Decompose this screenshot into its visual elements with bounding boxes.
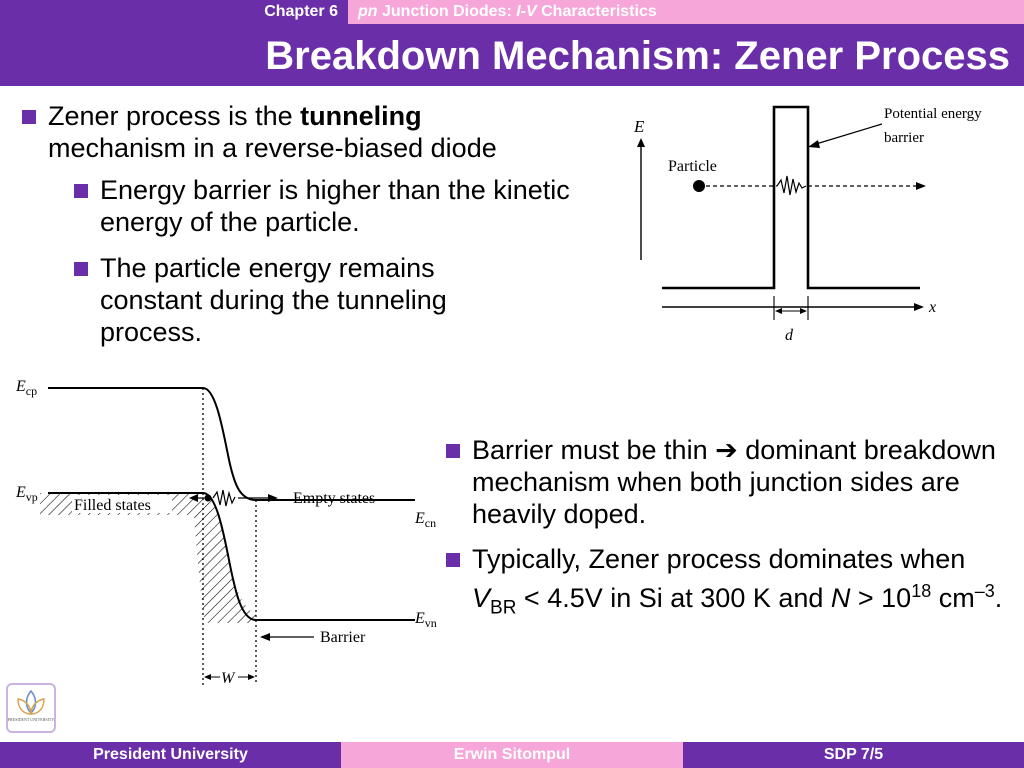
tunneling-wave bbox=[213, 490, 235, 506]
b2-post: dominant breakdown mechanism when both junction sides are heavily doped. bbox=[472, 435, 996, 529]
bullet-zener-dominates bbox=[446, 543, 1016, 624]
footer-page: SDP 7/5 bbox=[683, 742, 1024, 768]
chapter-topic bbox=[348, 0, 1024, 24]
bullet-square bbox=[22, 110, 36, 124]
chapter-label: Chapter 6 bbox=[0, 0, 348, 24]
particle-label: Particle bbox=[668, 158, 717, 175]
footer-author: Erwin Sitompul bbox=[341, 742, 683, 768]
b3-pre: Typically, Zener process dominates when bbox=[472, 544, 966, 574]
barrier-pointer bbox=[816, 124, 882, 144]
barrier-shape bbox=[662, 107, 920, 288]
slide-title: Breakdown Mechanism: Zener Process bbox=[265, 34, 1010, 78]
tunneling-barrier-figure bbox=[620, 100, 1020, 350]
b2-pre: Barrier must be thin bbox=[472, 435, 716, 465]
footer-bar bbox=[0, 742, 1024, 768]
header-bar bbox=[0, 0, 1024, 24]
bullet-energy-barrier bbox=[74, 174, 604, 238]
b3-mid: < 4.5V in Si at 300 K and bbox=[516, 583, 831, 613]
b1a-text: Energy barrier is higher than the kinetic energy of the particle. bbox=[100, 175, 570, 237]
x-axis-label: x bbox=[929, 299, 937, 316]
w-arrow-right bbox=[248, 674, 255, 680]
empty-states-label: Empty states bbox=[293, 490, 376, 507]
barrier-arrowhead bbox=[260, 633, 270, 641]
topic-mid: Junction Diodes: bbox=[377, 3, 517, 20]
b3-n: N bbox=[830, 583, 851, 613]
conduction-band bbox=[48, 388, 415, 500]
x-axis-arrowhead bbox=[914, 303, 924, 311]
b1-pre: Zener process is the bbox=[48, 101, 301, 131]
evp-label: $E_{vp}$ bbox=[16, 484, 38, 504]
logo-emblem-icon bbox=[8, 685, 54, 731]
b3-v: V bbox=[472, 583, 491, 613]
b1b-text: The particle energy remains constant during the tunneling process. bbox=[100, 253, 447, 347]
b3-end: . bbox=[994, 583, 1003, 613]
b1-post: mechanism in a reverse-biased diode bbox=[48, 133, 497, 163]
particle-dot bbox=[693, 180, 705, 192]
arrow-icon: ➔ bbox=[715, 435, 738, 465]
bullet-square bbox=[74, 184, 88, 198]
b3-sup2: –3 bbox=[974, 581, 995, 601]
electron-dot bbox=[205, 495, 212, 502]
e-axis-label: E bbox=[634, 117, 645, 136]
topic-iv: I-V bbox=[516, 3, 537, 20]
e-axis-arrowhead bbox=[637, 138, 645, 147]
band-diagram-figure bbox=[10, 375, 450, 695]
barrier-pointer-head bbox=[808, 140, 820, 148]
ecn-label: $E_{cn}$ bbox=[415, 510, 437, 530]
d-arrow-left bbox=[775, 308, 782, 314]
evn-label: $E_{vn}$ bbox=[415, 610, 437, 630]
d-arrow-right bbox=[800, 308, 807, 314]
w-label: W bbox=[221, 670, 235, 687]
barrier-label-2: barrier bbox=[884, 130, 924, 146]
barrier-label: Barrier bbox=[320, 629, 366, 646]
b3-unit: cm bbox=[931, 583, 975, 613]
svg-text:PRESIDENT UNIVERSITY: PRESIDENT UNIVERSITY bbox=[8, 717, 54, 722]
bullet-square bbox=[74, 262, 88, 276]
transmitted-arrowhead bbox=[916, 182, 926, 190]
barrier-label-1: Potential energy bbox=[884, 106, 982, 122]
university-logo bbox=[6, 683, 56, 733]
topic-pn: pn bbox=[358, 3, 378, 20]
b3-mid2: > 10 bbox=[850, 583, 912, 613]
ecp-label: $E_{cp}$ bbox=[16, 378, 38, 398]
filled-states-label: Filled states bbox=[74, 497, 151, 514]
w-arrow-left bbox=[204, 674, 211, 680]
bullet-particle-energy bbox=[74, 252, 544, 348]
topic-end: Characteristics bbox=[536, 3, 657, 20]
d-label: d bbox=[785, 327, 793, 344]
bullet-tunneling bbox=[22, 100, 622, 164]
b3-sup1: 18 bbox=[911, 581, 932, 601]
bullet-thin-barrier bbox=[446, 434, 1006, 530]
footer-university: President University bbox=[0, 742, 341, 768]
b3-sub: BR bbox=[490, 597, 517, 619]
tunneling-wave bbox=[777, 176, 806, 195]
b1-bold: tunneling bbox=[300, 101, 422, 131]
